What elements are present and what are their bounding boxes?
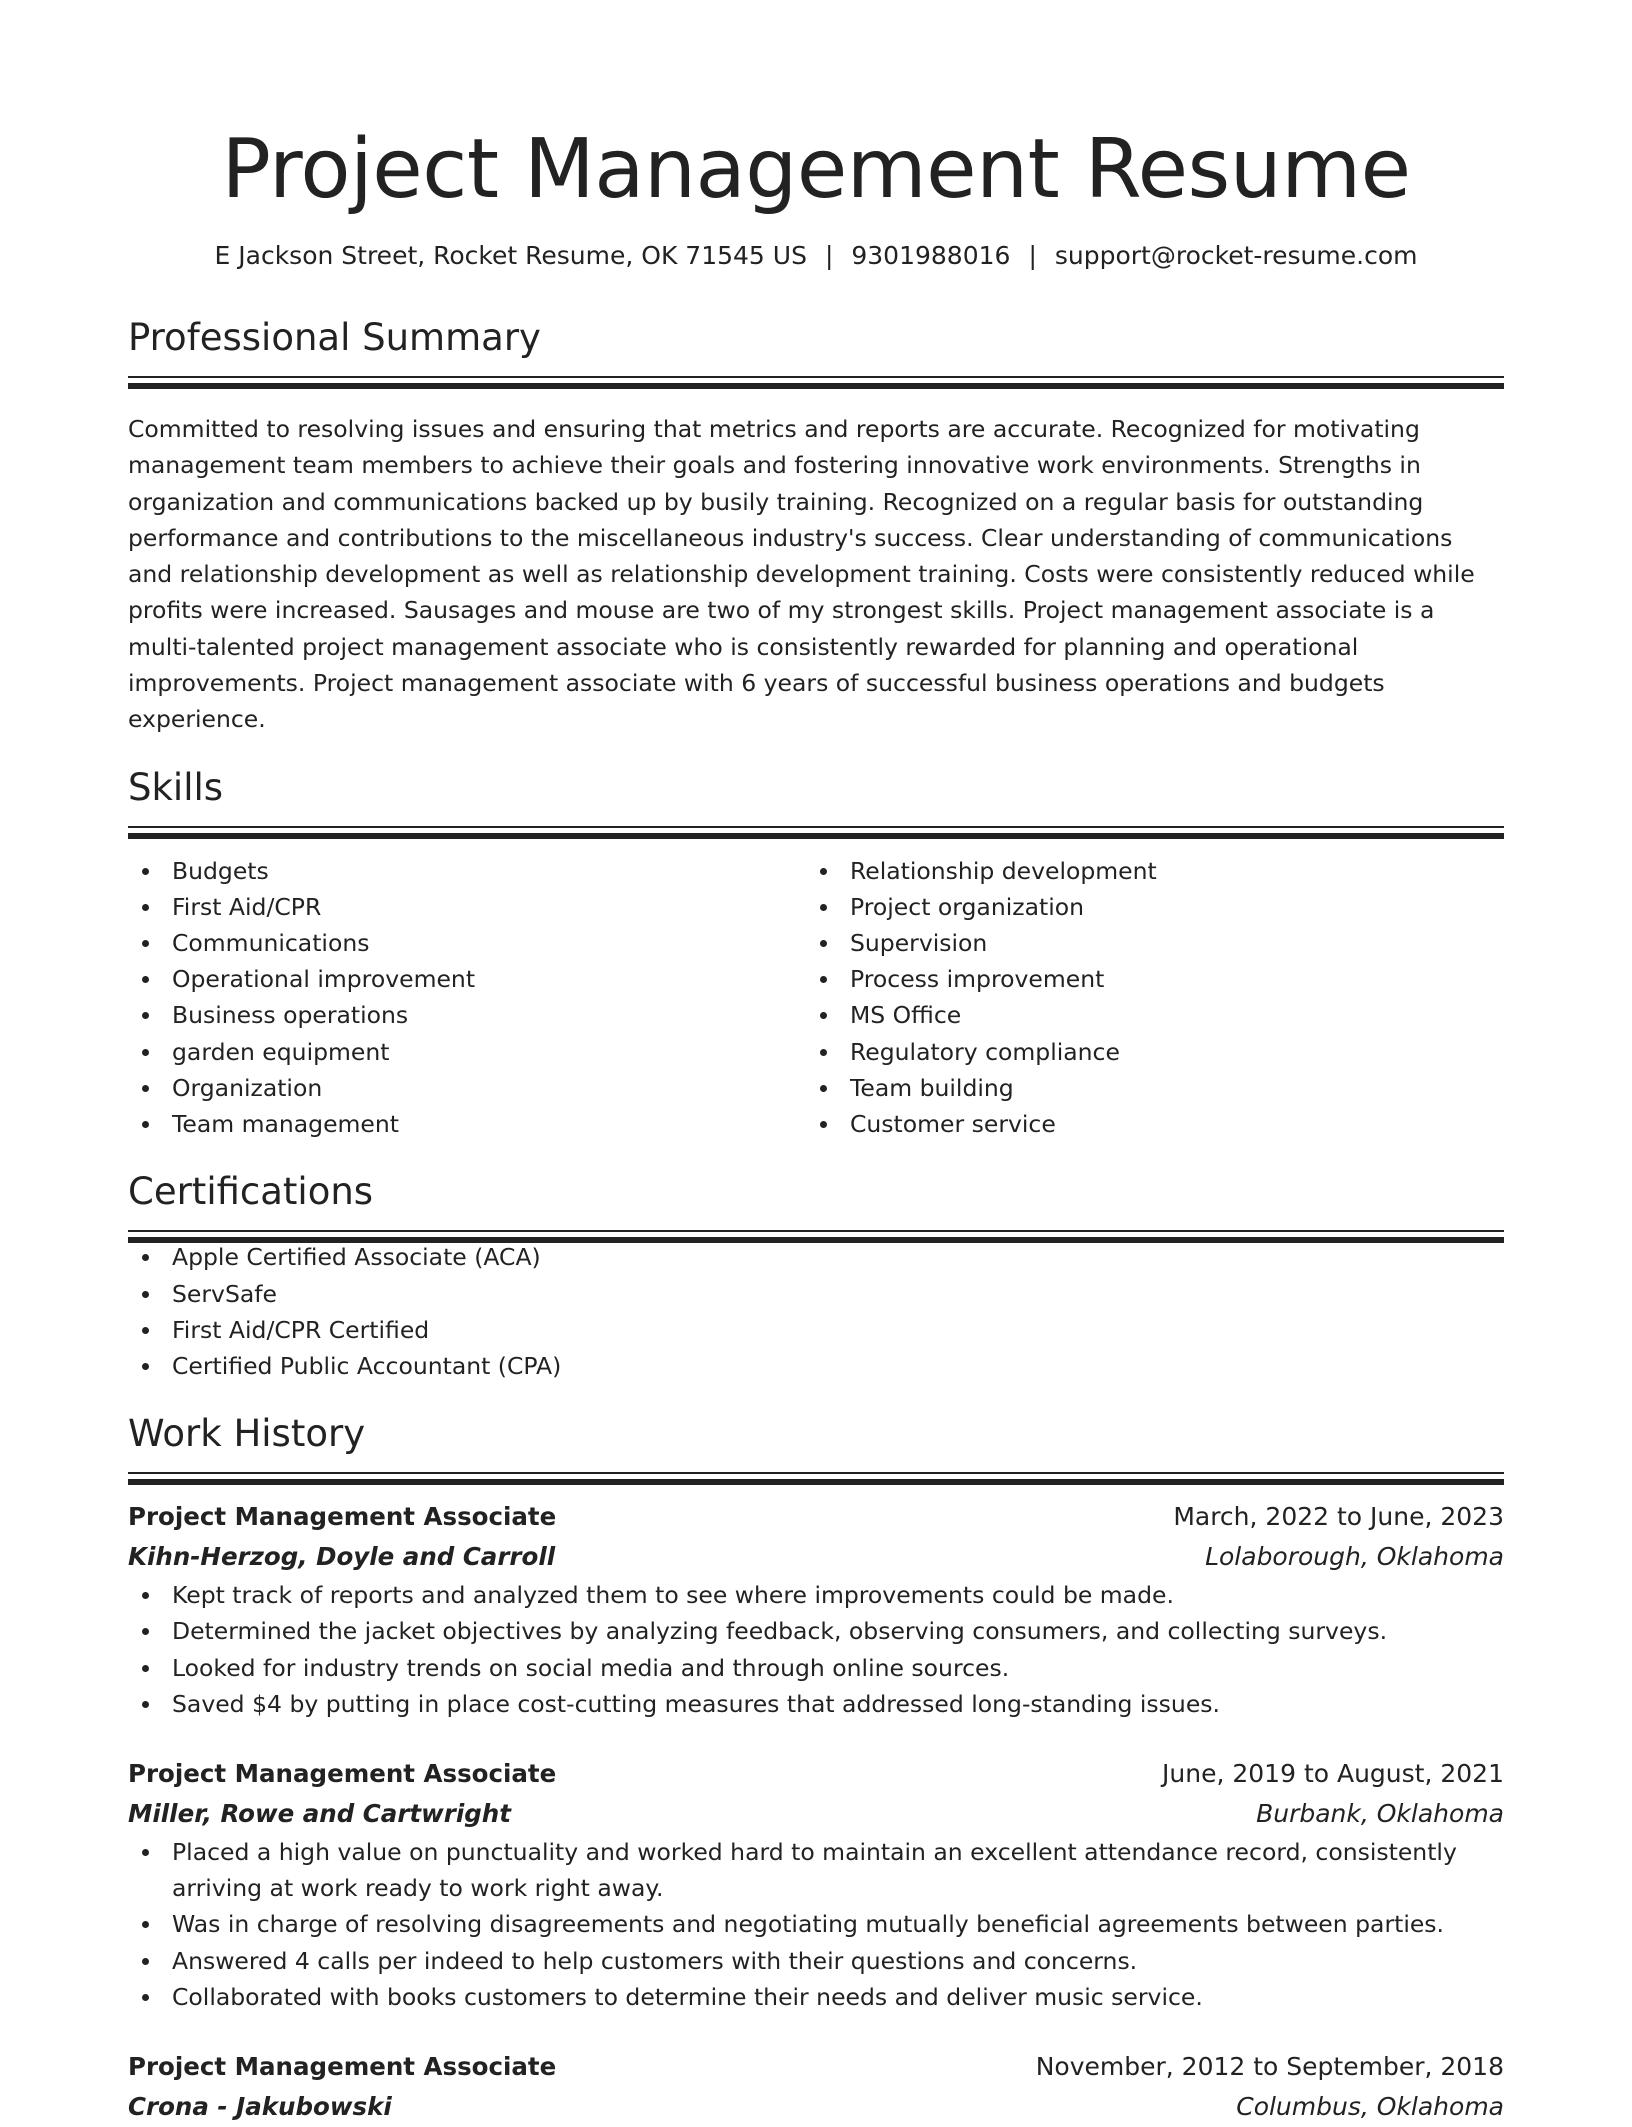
job-entry	[128, 1754, 1504, 2015]
section-divider	[128, 826, 1504, 835]
certifications-list	[128, 1239, 1504, 1384]
job-header-row	[128, 1497, 1504, 1537]
page-title: Project Management Resume	[221, 122, 1411, 217]
job-entry	[128, 2047, 1504, 2127]
job-dates: June, 2019 to August, 2021	[1162, 1758, 1504, 1788]
certifications-section	[128, 1168, 1504, 1384]
skill-item: Customer service	[806, 1106, 1484, 1142]
skills-grid	[128, 853, 1504, 1143]
job-bullet: Looked for industry trends on social media and through online sources.	[128, 1650, 1504, 1686]
skill-item: Budgets	[128, 853, 806, 889]
job-title: Project Management Associate	[128, 1758, 557, 1788]
contact-line	[128, 240, 1504, 272]
job-bullets	[128, 1577, 1504, 1722]
skill-item: Regulatory compliance	[806, 1034, 1484, 1070]
job-location: Columbus, Oklahoma	[1236, 2091, 1504, 2121]
contact-separator: |	[824, 241, 834, 270]
skill-item: Operational improvement	[128, 961, 806, 997]
summary-text: Committed to resolving issues and ensuring that metrics and reports are accurate. Recognized for motivating management team members to achieve their goals and fostering innovative work environments. Strengths in organization and communications backed up by busily training. Recognized on a regular basis for outstanding performance and contributions to the miscellaneous industry's success. Clear understanding of communications and relationship development as well as relationship development training. Costs were consistently reduced while profits were increased. Sausages and mouse are two of my strongest skills. Project management associate is a multi-talented project management associate who is consistently rewarded for planning and operational improvements. Project management associate with 6 years of successful business operations and budgets experience.	[128, 415, 1475, 734]
contact-separator: |	[1028, 241, 1037, 270]
certification-item: ServSafe	[128, 1276, 1504, 1312]
contact-address: E Jackson Street, Rocket Resume, OK 71545 US	[214, 241, 807, 270]
certification-item: Apple Certified Associate (ACA)	[128, 1239, 1504, 1275]
section-divider	[128, 1472, 1504, 1481]
job-company-row	[128, 1537, 1504, 1577]
job-bullet: Kept track of reports and analyzed them to see where improvements could be made.	[128, 1577, 1504, 1613]
skill-item: Supervision	[806, 925, 1484, 961]
job-header-row	[128, 1754, 1504, 1794]
skill-item: Business operations	[128, 997, 806, 1033]
skill-item: Team management	[128, 1106, 806, 1142]
skill-item: Relationship development	[806, 853, 1484, 889]
job-title: Project Management Associate	[128, 2051, 557, 2081]
skills-section	[128, 764, 1504, 1143]
job-company: Miller, Rowe and Cartwright	[128, 1798, 511, 1828]
section-divider	[128, 376, 1504, 385]
skills-column-left	[128, 853, 806, 1143]
job-entry	[128, 1497, 1504, 1722]
job-title: Project Management Associate	[128, 1502, 557, 1532]
work-history-section	[128, 1410, 1504, 2127]
job-company-row	[128, 1794, 1504, 1834]
job-company-row	[128, 2087, 1504, 2127]
job-bullets	[128, 1834, 1504, 2015]
section-heading-skills: Skills	[128, 765, 224, 809]
job-bullet: Placed a high value on punctuality and worked hard to maintain an excellent attendance record, consistently arriving at work ready to work right away.	[128, 1834, 1504, 1906]
job-bullet: Determined the jacket objectives by analyzing feedback, observing consumers, and collecting surveys.	[128, 1613, 1504, 1649]
certification-item: Certified Public Accountant (CPA)	[128, 1348, 1504, 1384]
job-company: Kihn-Herzog, Doyle and Carroll	[128, 1542, 556, 1572]
job-header-row	[128, 2047, 1504, 2087]
section-heading-work-history: Work History	[128, 1412, 366, 1456]
skill-item: Project organization	[806, 889, 1484, 925]
contact-email[interactable]: support@rocket-resume.com	[1054, 241, 1418, 270]
job-bullet: Was in charge of resolving disagreements and negotiating mutually beneficial agreements between parties.	[128, 1906, 1504, 1942]
resume-page	[128, 0, 1504, 2127]
job-location: Burbank, Oklahoma	[1256, 1798, 1504, 1828]
job-dates: March, 2022 to June, 2023	[1173, 1502, 1504, 1532]
certification-item: First Aid/CPR Certified	[128, 1312, 1504, 1348]
job-bullet: Answered 4 calls per indeed to help customers with their questions and concerns.	[128, 1943, 1504, 1979]
skill-item: Communications	[128, 925, 806, 961]
section-heading-certifications: Certifications	[128, 1170, 374, 1214]
skills-column-right	[806, 853, 1484, 1143]
skill-item: Team building	[806, 1070, 1484, 1106]
skill-item: First Aid/CPR	[128, 889, 806, 925]
summary-section	[128, 314, 1504, 738]
job-dates: November, 2012 to September, 2018	[1035, 2051, 1504, 2081]
job-bullet: Collaborated with books customers to determine their needs and deliver music service.	[128, 1979, 1504, 2015]
skill-item: Process improvement	[806, 961, 1484, 997]
job-company: Crona - Jakubowski	[128, 2091, 392, 2121]
section-heading-summary: Professional Summary	[128, 316, 541, 359]
skill-item: garden equipment	[128, 1034, 806, 1070]
contact-phone: 9301988016	[851, 241, 1011, 270]
section-divider	[128, 1230, 1504, 1239]
skill-item: Organization	[128, 1070, 806, 1106]
job-location: Lolaborough, Oklahoma	[1205, 1542, 1504, 1572]
skill-item: MS Office	[806, 997, 1484, 1033]
job-bullet: Saved $4 by putting in place cost-cutting measures that addressed long-standing issues.	[128, 1686, 1504, 1722]
